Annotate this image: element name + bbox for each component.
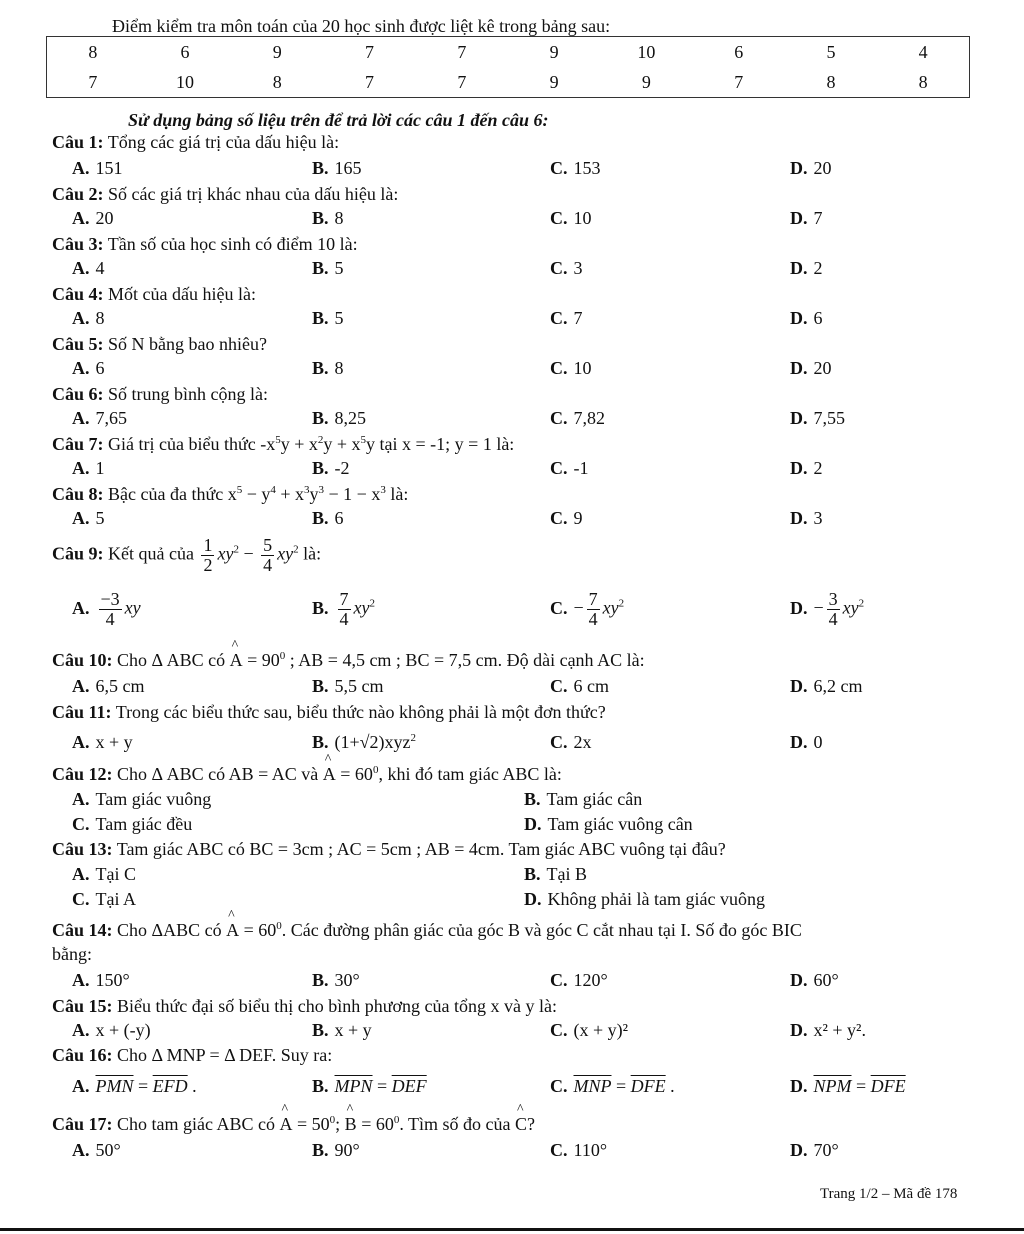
score-cell: 9	[549, 71, 559, 92]
q2-option-d: D. 7	[790, 208, 823, 228]
question-5: Câu 5: Số N bằng bao nhiêu?	[52, 334, 267, 354]
q7-expression: $-x^5y + x^2y + x^5y$	[260, 434, 376, 454]
score-cell: 9	[549, 41, 559, 62]
q15-option-b: B. x + y	[312, 1020, 372, 1040]
q11-option-d: D. 0	[790, 732, 823, 752]
q5-option-c: C. 10	[550, 358, 592, 378]
score-cell: 4	[918, 41, 928, 62]
q8-option-d: D. 3	[790, 508, 823, 528]
q4-option-d: D. 6	[790, 308, 823, 328]
score-cell: 7	[734, 71, 744, 92]
q12-option-a: A. Tam giác vuông	[72, 789, 212, 809]
q15-option-d: D. x² + y².	[790, 1020, 866, 1040]
score-cell: 8	[272, 71, 282, 92]
score-cell: 7	[365, 71, 375, 92]
question-14: Câu 14: Cho ΔABC có ^ $A = 60^0$. Các đường phân giác của góc B và góc C cắt nhau tại I. Số đo góc BIC	[52, 920, 802, 941]
question-12: Câu 12: Cho Δ ABC có AB = AC và ^ $A = 60^0$, khi đó tam giác ABC là:	[52, 764, 562, 785]
q6-option-d: D. 7,55	[790, 408, 845, 428]
q10-option-c: C. 6 cm	[550, 676, 609, 696]
score-row	[47, 67, 970, 98]
q1-option-c: C. 153	[550, 158, 601, 178]
q1-option-a: A. 151	[72, 158, 123, 178]
q9-option-a: A. $\frac{-3}{4}$ xy	[72, 589, 141, 629]
score-cell: 5	[826, 41, 836, 62]
page-bottom-border	[0, 1228, 1024, 1231]
instruction-text: Sử dụng bảng số liệu trên để trả lời các câu 1 đến câu 6:	[128, 110, 549, 130]
q3-option-d: D. 2	[790, 258, 823, 278]
score-cell: 7	[88, 71, 98, 92]
q2-option-c: C. 10	[550, 208, 592, 228]
q17-option-a: A. 50°	[72, 1140, 121, 1160]
q14-condition: ^ $A = 60^0$	[226, 920, 282, 940]
score-cell: 8	[826, 71, 836, 92]
q14-option-c: C. 120°	[550, 970, 608, 990]
q7-option-a: A. 1	[72, 458, 105, 478]
q8-option-b: B. 6	[312, 508, 344, 528]
q14-option-a: A. 150°	[72, 970, 130, 990]
score-cell: 6	[180, 41, 190, 62]
question-17: Câu 17: Cho tam giác ABC có ^ $A = 50^0$; ^ $B = 60^0$. Tìm số đo của ^ C?	[52, 1114, 535, 1135]
q2-option-a: A. 20	[72, 208, 114, 228]
question-2: Câu 2: Số các giá trị khác nhau của dấu hiệu là:	[52, 184, 399, 204]
question-14-line2: bằng:	[52, 944, 92, 964]
q9-option-b: B. $\frac{7}{4}$ $xy^2$	[312, 589, 375, 629]
q9-option-c: C. − $\frac{7}{4}$ $xy^2$	[550, 589, 625, 629]
q8-option-c: C. 9	[550, 508, 583, 528]
q6-option-c: C. 7,82	[550, 408, 605, 428]
q16-option-d: D. $\overline{NPM} = \overline{DFE}$	[790, 1076, 906, 1096]
question-16: Câu 16: Cho Δ MNP = Δ DEF. Suy ra:	[52, 1045, 333, 1065]
q1-option-b: B. 165	[312, 158, 362, 178]
q4-option-a: A. 8	[72, 308, 105, 328]
score-row	[47, 37, 970, 68]
question-15: Câu 15: Biểu thức đại số biểu thị cho bình phương của tổng x và y là:	[52, 996, 557, 1016]
q13-option-a: A. Tại C	[72, 864, 136, 884]
score-cell: 7	[365, 41, 375, 62]
q13-option-c: C. Tại A	[72, 889, 136, 909]
q16-option-a: A. $\overline{PMN} = \overline{EFD}$ .	[72, 1076, 197, 1096]
score-cell: 7	[457, 71, 467, 92]
score-cell: 10	[637, 41, 656, 62]
q11-option-b: B. (1+√2)xyz$^2$	[312, 732, 417, 752]
question-4: Câu 4: Mốt của dấu hiệu là:	[52, 284, 256, 304]
question-8: Câu 8: Bậc của đa thức $x^5 - y^4 + x^3y^3 - 1 - x^3$ là:	[52, 484, 409, 504]
page-footer: Trang 1/2 – Mã đề 178	[820, 1186, 958, 1202]
question-3: Câu 3: Tần số của học sinh có điểm 10 là:	[52, 234, 358, 254]
q10-option-a: A. 6,5 cm	[72, 676, 145, 696]
q7-option-c: C. -1	[550, 458, 589, 478]
q4-option-c: C. 7	[550, 308, 583, 328]
q2-option-b: B. 8	[312, 208, 344, 228]
question-1: Câu 1: Tổng các giá trị của dấu hiệu là:	[52, 132, 340, 152]
question-11: Câu 11: Trong các biểu thức sau, biểu thức nào không phải là một đơn thức?	[52, 702, 606, 722]
q9-option-d: D. − $\frac{3}{4}$ $xy^2$	[790, 589, 865, 629]
q10-condition: Δ ABC có ^ $A = 90^0$ ; AB = 4,5 cm ; BC = 7,5 cm.	[152, 650, 503, 670]
q17-option-b: B. 90°	[312, 1140, 360, 1160]
score-cell: 9	[272, 41, 282, 62]
q12-option-c: C. Tam giác đều	[72, 814, 193, 834]
q14-option-d: D. 60°	[790, 970, 839, 990]
q8-option-a: A. 5	[72, 508, 105, 528]
intro-text: Điểm kiểm tra môn toán của 20 học sinh được liệt kê trong bảng sau:	[112, 16, 611, 36]
q14-option-b: B. 30°	[312, 970, 360, 990]
q5-option-d: D. 20	[790, 358, 832, 378]
q5-option-a: A. 6	[72, 358, 105, 378]
q12-condition: Δ ABC có AB = AC và ^ $A = 60^0$	[152, 764, 379, 784]
q15-option-a: A. x + (-y)	[72, 1020, 151, 1040]
q4-option-b: B. 5	[312, 308, 344, 328]
q12-option-b: B. Tam giác cân	[524, 789, 643, 809]
q10-option-b: B. 5,5 cm	[312, 676, 384, 696]
q13-option-b: B. Tại B	[524, 864, 588, 884]
q3-option-b: B. 5	[312, 258, 344, 278]
q6-option-a: A. 7,65	[72, 408, 127, 428]
question-13: Câu 13: Tam giác ABC có BC = 3cm ; AC = 5cm ; AB = 4cm. Tam giác ABC vuông tại đâu?	[52, 839, 726, 859]
q16-option-b: B. $\overline{MPN} = \overline{DEF}$	[312, 1076, 427, 1096]
q17-option-d: D. 70°	[790, 1140, 839, 1160]
score-cell: 10	[175, 71, 194, 92]
q5-option-b: B. 8	[312, 358, 344, 378]
score-cell: 7	[457, 41, 467, 62]
q15-option-c: C. (x + y)²	[550, 1020, 629, 1040]
score-cell: 9	[641, 71, 651, 92]
q1-option-d: D. 20	[790, 158, 832, 178]
q10-option-d: D. 6,2 cm	[790, 676, 863, 696]
q11-option-a: A. x + y	[72, 732, 133, 752]
q7-option-b: B. -2	[312, 458, 350, 478]
q16-option-c: C. $\overline{MNP} = \overline{DFE}$ .	[550, 1076, 675, 1096]
question-7: Câu 7: Giá trị của biểu thức $-x^5y + x^2y + x^5y$ tại x = -1; y = 1 là:	[52, 434, 515, 454]
score-cell: 6	[734, 41, 744, 62]
q8-polynomial: $x^5 - y^4 + x^3y^3 - 1 - x^3$	[227, 484, 386, 504]
q12-option-d: D. Tam giác vuông cân	[524, 814, 693, 834]
q3-option-c: C. 3	[550, 258, 583, 278]
q7-option-d: D. 2	[790, 458, 823, 478]
score-cell: 8	[88, 41, 98, 62]
q3-option-a: A. 4	[72, 258, 105, 278]
q17-condition: ^ $A = 50^0$; ^ $B = 60^0$	[280, 1114, 400, 1134]
question-10: Câu 10: Cho Δ ABC có ^ $A = 90^0$ ; AB = 4,5 cm ; BC = 7,5 cm. Độ dài cạnh AC là:	[52, 650, 645, 671]
q6-option-b: B. 8,25	[312, 408, 367, 428]
question-6: Câu 6: Số trung bình cộng là:	[52, 384, 269, 404]
question-9: Câu 9: Kết quả của $\frac{1}{2}$ $xy^2$ − $\frac{5}{4}$ $xy^2$ là:	[52, 535, 322, 575]
score-cell: 8	[918, 71, 928, 92]
score-table	[46, 36, 970, 98]
q13-option-d: D. Không phải là tam giác vuông	[524, 889, 765, 909]
q17-option-c: C. 110°	[550, 1140, 608, 1160]
q11-option-c: C. 2x	[550, 732, 592, 752]
